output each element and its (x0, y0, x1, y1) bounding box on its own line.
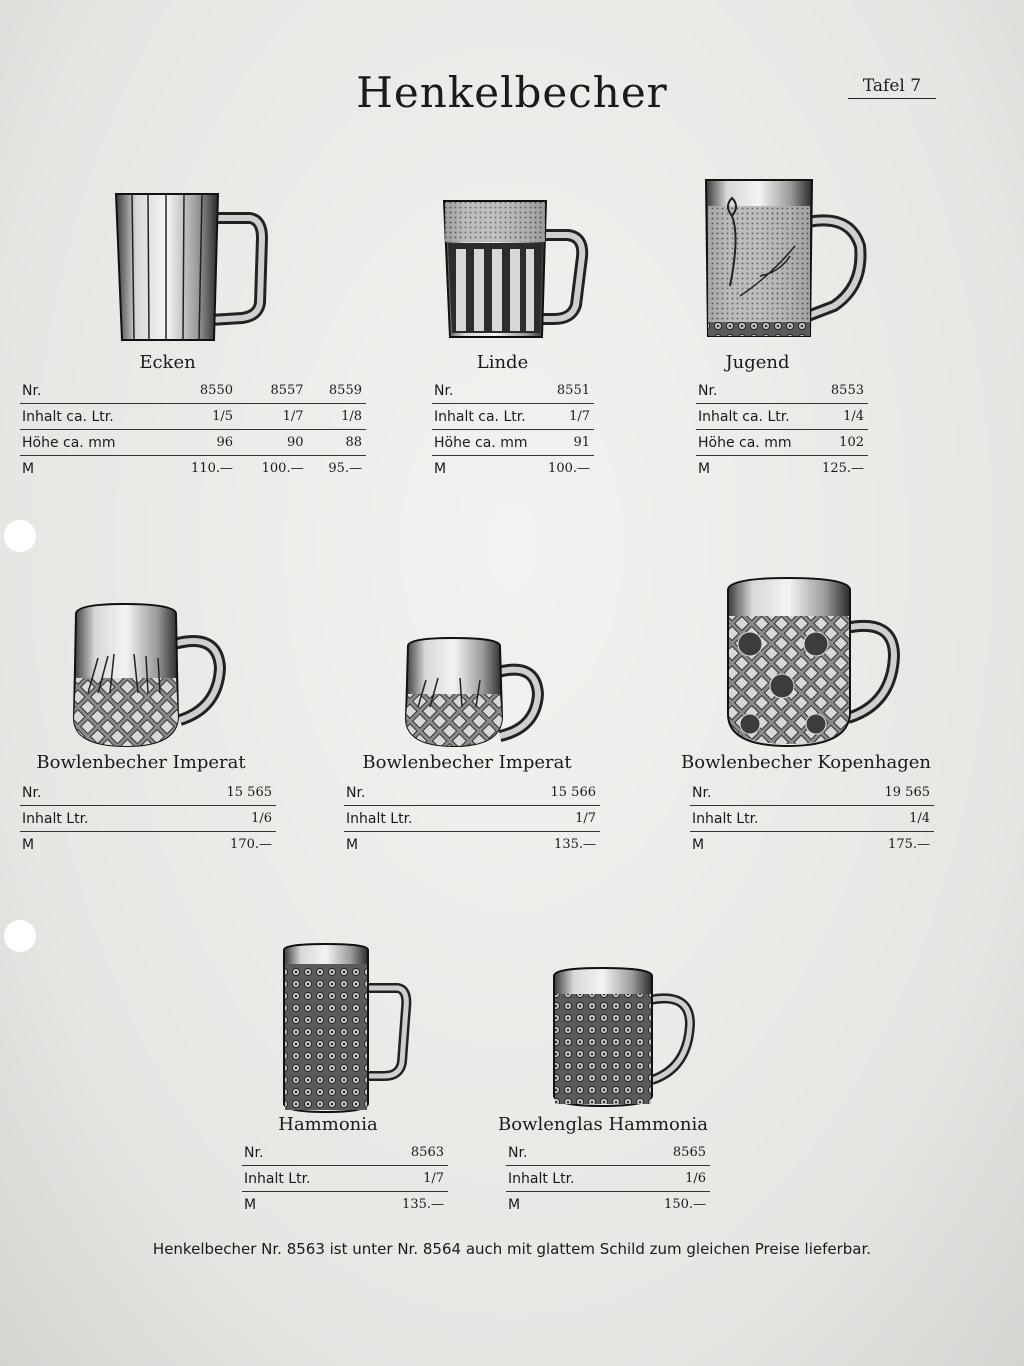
cell: 125.— (822, 461, 864, 476)
row-label: M (508, 1196, 521, 1213)
table-row (690, 780, 934, 806)
cell: 135.— (402, 1197, 444, 1212)
cell: 8559 (308, 378, 366, 404)
row-label: M (692, 836, 705, 853)
product-name-ecken: Ecken (139, 352, 196, 373)
cell: 91 (541, 430, 594, 456)
row-label: Nr. (344, 780, 494, 806)
cell: 8557 (237, 378, 308, 404)
row-label: Inhalt Ltr. (690, 806, 833, 832)
cell: 8565 (629, 1140, 710, 1166)
table-row (344, 806, 600, 832)
plate-number: Tafel 7 (848, 76, 936, 99)
row-label: Nr. (696, 378, 812, 404)
product-name-hammonia: Hammonia (278, 1114, 378, 1135)
table-row (696, 430, 868, 456)
cell: 175.— (888, 837, 930, 852)
row-label: Inhalt ca. Ltr. (432, 404, 541, 430)
product-name-bowlenglas-hammonia: Bowlenglas Hammonia (498, 1114, 708, 1135)
cell: 1/6 (170, 806, 276, 832)
row-label: Nr. (20, 780, 170, 806)
cell: 96 (166, 430, 237, 456)
table-row (20, 430, 366, 456)
row-label: M (434, 460, 447, 477)
row-label: Inhalt Ltr. (20, 806, 170, 832)
cell: 100.— (261, 461, 304, 476)
ecken-mug-illustration (110, 188, 270, 348)
table-row (20, 456, 366, 482)
cell: 19 565 (833, 780, 934, 806)
cell: 1/6 (629, 1166, 710, 1192)
cell: 1/8 (308, 404, 366, 430)
table-row (242, 1192, 448, 1218)
row-label: Inhalt ca. Ltr. (20, 404, 166, 430)
row-label: M (346, 836, 359, 853)
row-label: Inhalt Ltr. (344, 806, 494, 832)
spec-table-imperat-15566 (344, 780, 600, 857)
cell: 8563 (366, 1140, 448, 1166)
row-label: Nr. (690, 780, 833, 806)
row-label: Inhalt ca. Ltr. (696, 404, 812, 430)
cell: 8551 (541, 378, 594, 404)
cell: 1/5 (166, 404, 237, 430)
table-row (20, 378, 366, 404)
table-row (20, 780, 276, 806)
cell: 100.— (548, 461, 590, 476)
row-label: Inhalt Ltr. (506, 1166, 629, 1192)
cell: 8550 (166, 378, 237, 404)
cell: 170.— (230, 837, 272, 852)
cell: 135.— (554, 837, 596, 852)
row-label: M (698, 460, 711, 477)
row-label: Nr. (432, 378, 541, 404)
cell: 1/4 (833, 806, 934, 832)
table-row (20, 806, 276, 832)
table-row (432, 378, 594, 404)
table-row (242, 1140, 448, 1166)
product-name-imperat-15565: Bowlenbecher Imperat (36, 752, 246, 773)
imperat-mug-illustration (68, 598, 238, 750)
row-label: M (22, 836, 35, 853)
row-label: M (244, 1196, 257, 1213)
cell: 1/7 (494, 806, 600, 832)
cell: 90 (237, 430, 308, 456)
cell: 1/7 (541, 404, 594, 430)
row-label: Höhe ca. mm (696, 430, 812, 456)
row-label: Höhe ca. mm (20, 430, 166, 456)
row-label: Nr. (20, 378, 166, 404)
page-title: Henkelbecher (356, 68, 668, 117)
spec-table-hammonia (242, 1140, 448, 1217)
kopenhagen-mug-illustration (722, 574, 902, 750)
spec-table-bowlenglas-hammonia (506, 1140, 710, 1217)
cell: 95.— (328, 461, 362, 476)
cell: 110.— (191, 461, 233, 476)
spec-table-linde (432, 378, 594, 481)
table-row (20, 832, 276, 858)
hammonia-mug-illustration (278, 942, 418, 1114)
table-row (432, 430, 594, 456)
spec-table-ecken (20, 378, 366, 481)
punch-hole (4, 520, 36, 552)
product-name-jugend: Jugend (725, 352, 790, 373)
table-row (432, 456, 594, 482)
spec-table-imperat-15565 (20, 780, 276, 857)
spec-table-jugend (696, 378, 868, 481)
table-row (696, 378, 868, 404)
cell: 15 565 (170, 780, 276, 806)
row-label: Höhe ca. mm (432, 430, 541, 456)
linde-mug-illustration (438, 195, 598, 345)
table-row (696, 456, 868, 482)
cell: 1/7 (366, 1166, 448, 1192)
bowlenglas-mug-illustration (550, 964, 700, 1110)
table-row (506, 1192, 710, 1218)
row-label: M (22, 460, 35, 477)
footnote: Henkelbecher Nr. 8563 ist unter Nr. 8564 auch mit glattem Schild zum gleichen Preise lieferbar. (152, 1240, 872, 1258)
cell: 1/4 (812, 404, 868, 430)
imperat-small-mug-illustration (400, 632, 550, 752)
row-label: Inhalt Ltr. (242, 1166, 366, 1192)
table-row (506, 1140, 710, 1166)
cell: 8553 (812, 378, 868, 404)
cell: 15 566 (494, 780, 600, 806)
cell: 88 (308, 430, 366, 456)
cell: 102 (812, 430, 868, 456)
table-row (696, 404, 868, 430)
jugend-mug-illustration (700, 176, 870, 346)
row-label: Nr. (506, 1140, 629, 1166)
table-row (242, 1166, 448, 1192)
cell: 150.— (664, 1197, 706, 1212)
product-name-kopenhagen: Bowlenbecher Kopenhagen (681, 752, 931, 773)
table-row (506, 1166, 710, 1192)
table-row (344, 832, 600, 858)
table-row (432, 404, 594, 430)
table-row (690, 806, 934, 832)
table-row (344, 780, 600, 806)
row-label: Nr. (242, 1140, 366, 1166)
product-name-imperat-15566: Bowlenbecher Imperat (362, 752, 572, 773)
spec-table-kopenhagen (690, 780, 934, 857)
table-row (690, 832, 934, 858)
cell: 1/7 (237, 404, 308, 430)
table-row (20, 404, 366, 430)
punch-hole (4, 920, 36, 952)
product-name-linde: Linde (476, 352, 529, 373)
